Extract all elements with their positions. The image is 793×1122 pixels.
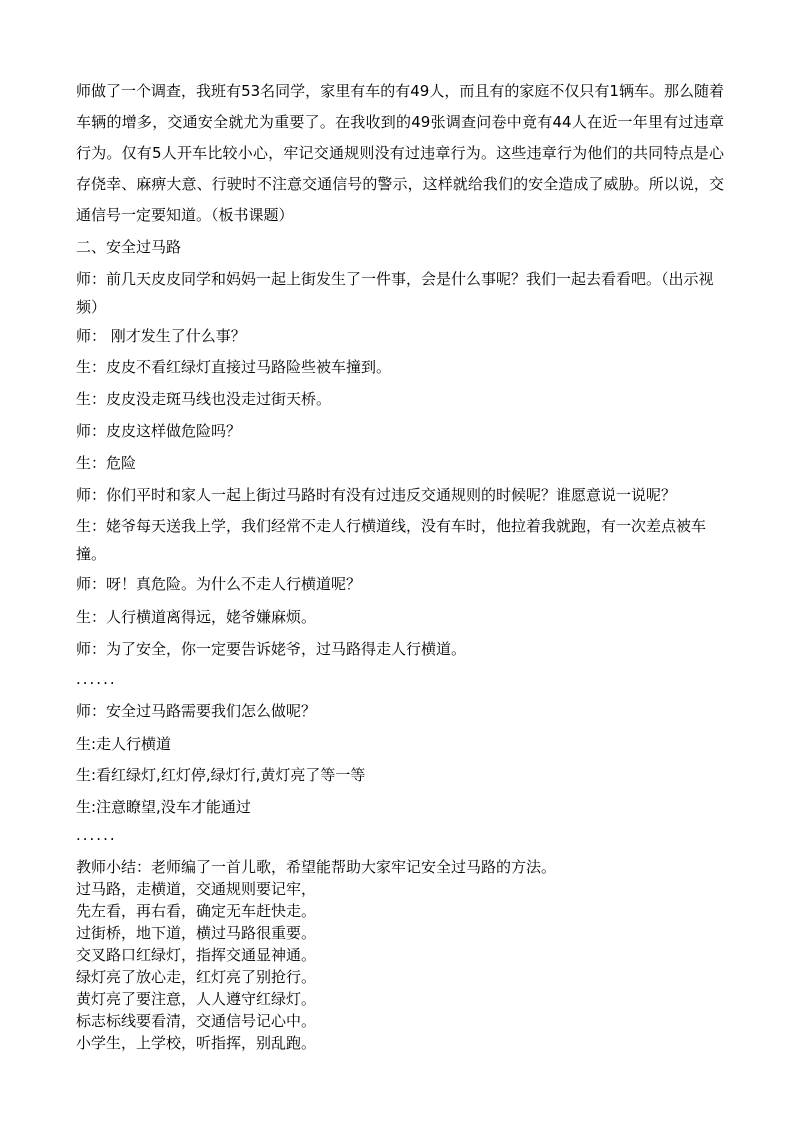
dialogue-line-9: 师：呀！真危险。为什么不走人行横道呢？ [76, 575, 362, 593]
dialogue-line-11: 师：为了安全，你一定要告诉姥爷，过马路得走人行横道。 [76, 640, 467, 658]
dialogue-line-7: 师：你们平时和家人一起上街过马路时有没有过违反交通规则的时候呢？谁愿意说一说呢？ [76, 486, 677, 504]
dialogue-line-3: 生：皮皮不看红绿灯直接过马路险些被车撞到。 [76, 358, 392, 376]
dialogue-line-10: 生：人行横道离得远，姥爷嫌麻烦。 [76, 608, 317, 626]
dialogue2-line-4: 生:注意瞭望,没车才能通过 [76, 798, 251, 816]
summary-line: 过马路，走横道，交通规则要记牢， [76, 880, 317, 898]
dialogue-line-6: 生：危险 [76, 454, 137, 472]
dialogue-line-4: 生：皮皮没走斑马线也没走过街天桥。 [76, 390, 332, 408]
section-heading: 二、安全过马路 [76, 238, 182, 256]
summary-line: 交叉路口红绿灯，指挥交通显神通。 [76, 946, 317, 964]
ellipsis-2: ...... [76, 826, 117, 844]
dialogue2-line-3: 生:看红绿灯,红灯停,绿灯行,黄灯亮了等一等 [76, 766, 366, 784]
summary-line: 绿灯亮了放心走，红灯亮了别抢行。 [76, 968, 317, 986]
dialogue-line-5: 师：皮皮这样做危险吗？ [76, 422, 242, 440]
summary-line: 小学生，上学校，听指挥，别乱跑。 [76, 1034, 317, 1052]
dialogue2-line-1: 师：安全过马路需要我们怎么做呢？ [76, 702, 317, 720]
summary-intro: 教师小结：老师编了一首儿歌，希望能帮助大家牢记安全过马路的方法。 [76, 858, 557, 876]
dialogue-line-1: 师：前几天皮皮同学和妈妈一起上街发生了一件事，会是什么事呢？我们一起去看看吧。（出示视频） [76, 270, 714, 316]
summary-line: 先左看，再右看，确定无车赶快走。 [76, 902, 317, 920]
teacher-summary [76, 856, 556, 1054]
summary-line: 过街桥，地下道，横过马路很重要。 [76, 924, 317, 942]
ellipsis-1: ...... [76, 670, 117, 688]
dialogue-line-2: 师： 刚才发生了什么事？ [76, 327, 246, 345]
dialogue-line-8: 生：姥爷每天送我上学，我们经常不走人行横道线，没有车时，他拉着我就跑，有一次差点被车撞。 [76, 517, 707, 563]
dialogue2-line-2: 生:走人行横道 [76, 735, 172, 753]
summary-line: 标志标线要看清，交通信号记心中。 [76, 1012, 317, 1030]
summary-line: 黄灯亮了要注意，人人遵守红绿灯。 [76, 990, 317, 1008]
intro-paragraph: 师做了一个调查，我班有53名同学，家里有车的有49人，而且有的家庭不仅只有1辆车。那么随着车辆的增多，交通安全就尤为重要了。在我收到的49张调查问卷中竟有44人在近一年里有过违章行为。仅有5人开车比较小心，牢记交通规则没有过违章行为。这些违章行为他们的共同特点是心存侥幸、麻痹大意、行驶时不注意交通信号的警示，这样就给我们的安全造成了威胁。所以说，交通信号一定要知道。（板书课题） [76, 82, 724, 224]
